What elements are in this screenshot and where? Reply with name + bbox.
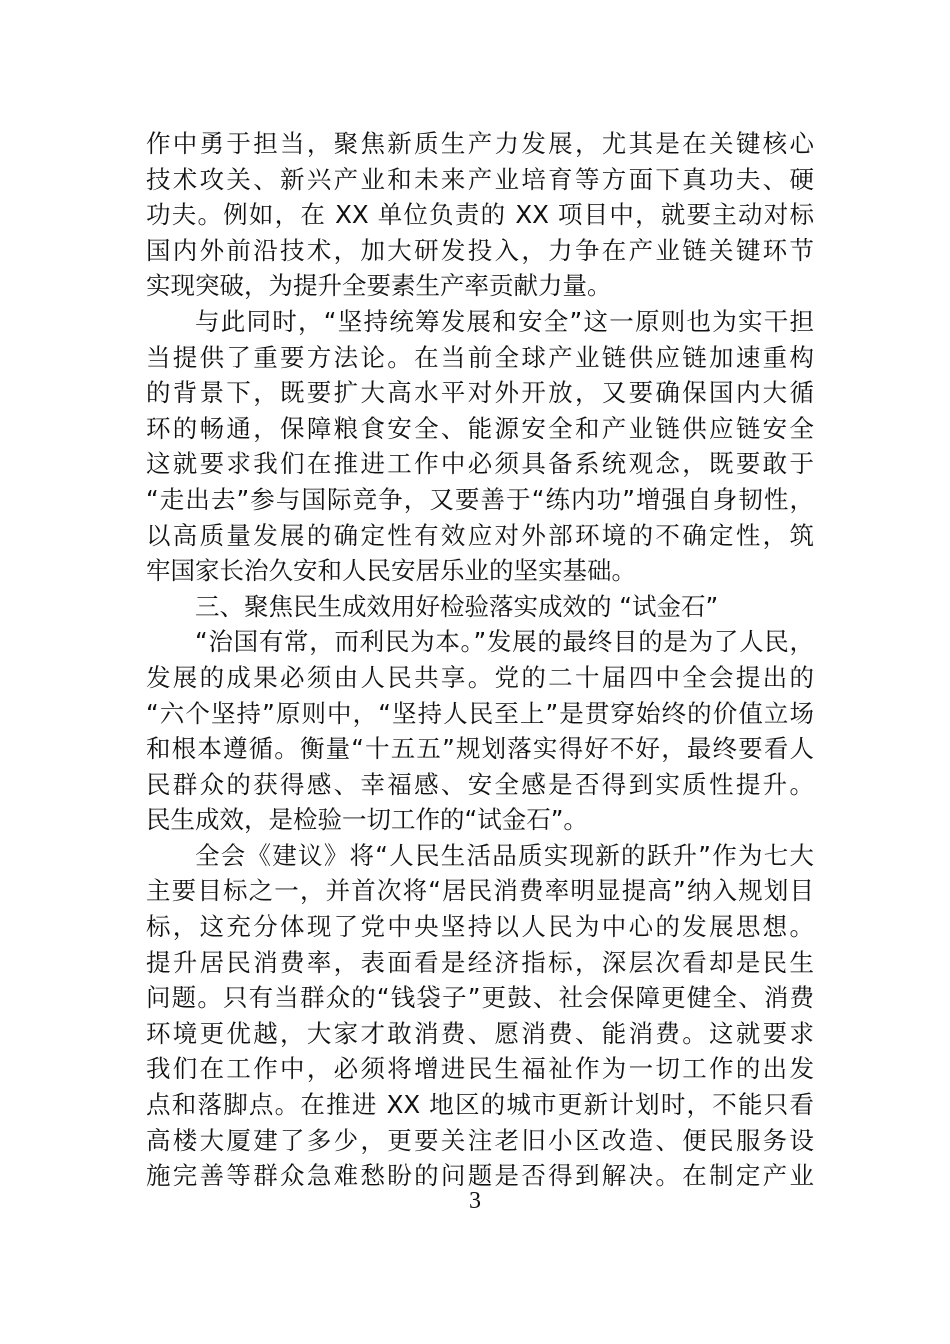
text-line: 提升居民消费率，表面看是经济指标，深层次看却是民生 xyxy=(146,947,814,977)
text-line: 全会《建议》将“人民生活品质实现新的跃升”作为七大 xyxy=(195,840,814,870)
text-line: 点和落脚点。在推进 XX 地区的城市更新计划时，不能只看 xyxy=(146,1090,814,1120)
text-line: 实现突破，为提升全要素生产率贡献力量。 xyxy=(146,271,612,301)
text-line: 民群众的获得感、幸福感、安全感是否得到实质性提升。 xyxy=(146,769,814,799)
text-line: 功夫。例如，在 XX 单位负责的 XX 项目中，就要主动对标 xyxy=(146,200,814,230)
text-line: 环境更优越，大家才敢消费、愿消费、能消费。这就要求 xyxy=(146,1018,814,1048)
text-line: 以高质量发展的确定性有效应对外部环境的不确定性，筑 xyxy=(146,520,814,550)
text-line: 国内外前沿技术，加大研发投入，力争在产业链关键环节 xyxy=(146,235,814,265)
text-line: 牢国家长治久安和人民安居乐业的坚实基础。 xyxy=(146,556,636,586)
page-number: 3 xyxy=(469,1188,481,1214)
text-line: 作中勇于担当，聚焦新质生产力发展，尤其是在关键核心 xyxy=(146,129,814,158)
text-line: “治国有常，而利民为本。”发展的最终目的是为了人民， xyxy=(195,627,814,657)
document-body xyxy=(146,126,814,1194)
text-line: 环的畅通，保障粮食安全、能源安全和产业链供应链安全 xyxy=(146,413,814,443)
text-line: 高楼大厦建了多少，更要关注老旧小区改造、便民服务设 xyxy=(146,1125,814,1155)
text-line: 问题。只有当群众的“钱袋子”更鼓、社会保障更健全、消费 xyxy=(146,983,814,1013)
section-heading: 三、聚焦民生成效用好检验落实成效的 “试金石” xyxy=(195,591,719,621)
text-line: 和根本遵循。衡量“十五五”规划落实得好不好，最终要看人 xyxy=(146,734,814,764)
text-line: 我们在工作中，必须将增进民生福祉作为一切工作的出发 xyxy=(146,1054,814,1084)
text-line: 与此同时，“坚持统筹发展和安全”这一原则也为实干担 xyxy=(195,306,814,336)
text-line: 发展的成果必须由人民共享。党的二十届四中全会提出的 xyxy=(146,662,814,692)
text-line: 标，这充分体现了党中央坚持以人民为中心的发展思想。 xyxy=(146,912,814,942)
text-line: 民生成效，是检验一切工作的“试金石”。 xyxy=(146,805,588,835)
text-line: “六个坚持”原则中，“坚持人民至上”是贯穿始终的价值立场 xyxy=(146,698,814,728)
text-line: “走出去”参与国际竞争，又要善于“练内功”增强自身韧性， xyxy=(146,484,814,514)
text-line: 当提供了重要方法论。在当前全球产业链供应链加速重构 xyxy=(146,342,814,372)
text-line: 技术攻关、新兴产业和未来产业培育等方面下真功夫、硬 xyxy=(146,164,814,194)
text-line: 的背景下，既要扩大高水平对外开放，又要确保国内大循 xyxy=(146,378,814,408)
text-line: 主要目标之一，并首次将“居民消费率明显提高”纳入规划目 xyxy=(146,876,814,906)
text-line: 这就要求我们在推进工作中必须具备系统观念，既要敢于 xyxy=(146,449,814,479)
text-line: 施完善等群众急难愁盼的问题是否得到解决。在制定产业 xyxy=(146,1161,814,1191)
